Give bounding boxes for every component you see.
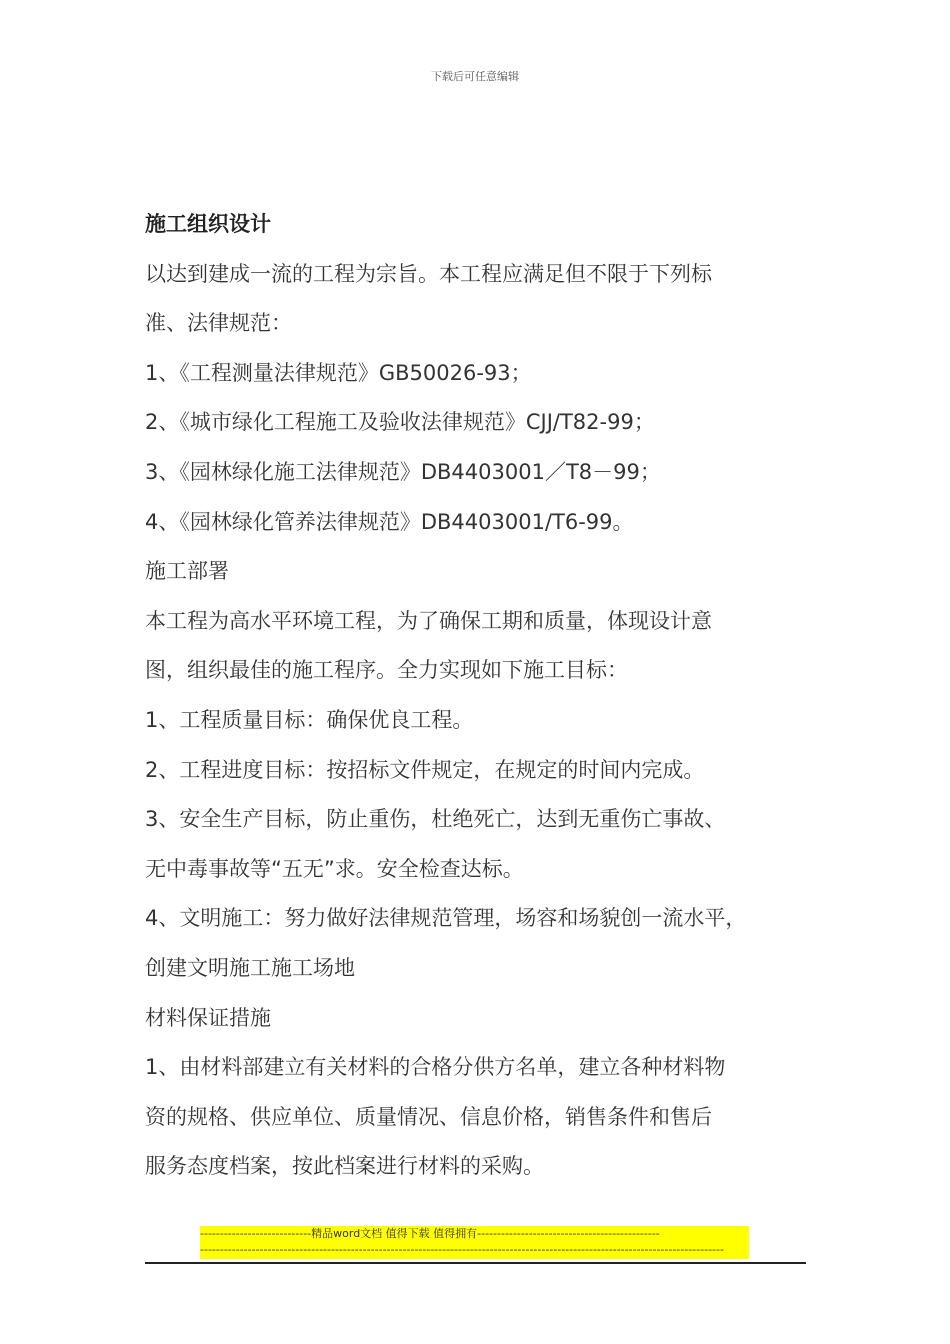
body-line: 无中毒事故等“五无”求。安全检查达标。 xyxy=(145,856,524,881)
measure-item: 1、由材料部建立有关材料的合格分供方名单，建立各种材料物 xyxy=(145,1055,726,1080)
body-line: 资的规格、供应单位、质量情况、信息价格，销售条件和售后 xyxy=(145,1104,712,1129)
goal-item: 4、文明施工：努力做好法律规范管理，场容和场貌创一流水平， xyxy=(145,906,747,931)
body-line: 创建文明施工施工场地 xyxy=(145,955,355,980)
body-line: 准、法律规范： xyxy=(145,311,292,336)
goal-item: 1、工程质量目标：确保优良工程。 xyxy=(145,707,474,732)
goal-item: 2、工程进度目标：按招标文件规定，在规定的时间内完成。 xyxy=(145,757,705,782)
footer-divider xyxy=(145,1262,806,1264)
body-line: 图，组织最佳的施工程序。全力实现如下施工目标： xyxy=(145,658,628,683)
document-body xyxy=(145,200,835,1192)
body-line: 服务态度档案，按此档案进行材料的采购。 xyxy=(145,1154,544,1179)
body-line: 以达到建成一流的工程为宗旨。本工程应满足但不限于下列标 xyxy=(145,261,712,286)
footer-banner xyxy=(200,1226,749,1259)
standard-item: 3、《园林绿化施工法律规范》DB4403001／T8－99； xyxy=(145,459,661,484)
body-line: 本工程为高水平环境工程，为了确保工期和质量，体现设计意 xyxy=(145,608,712,633)
banner-line: ------------------------------------------------------------------------------------------------------------------------------------ xyxy=(200,1243,724,1256)
standard-item: 4、《园林绿化管养法律规范》DB4403001/T6-99。 xyxy=(145,509,634,534)
header-note: 下载后可任意编辑 xyxy=(431,70,519,83)
standard-item: 2、《城市绿化工程施工及验收法律规范》CJJ/T82-99； xyxy=(145,410,655,435)
goal-item: 3、安全生产目标，防止重伤，杜绝死亡，达到无重伤亡事故、 xyxy=(145,807,726,832)
standard-item: 1、《工程测量法律规范》GB50026-93； xyxy=(145,360,532,385)
document-title: 施工组织设计 xyxy=(145,212,271,236)
section-heading: 施工部署 xyxy=(145,559,229,584)
section-heading: 材料保证措施 xyxy=(145,1005,271,1030)
banner-line: ----------------------------精品word文档 值得下载 值得拥有---------------------------------------------- xyxy=(200,1227,660,1240)
